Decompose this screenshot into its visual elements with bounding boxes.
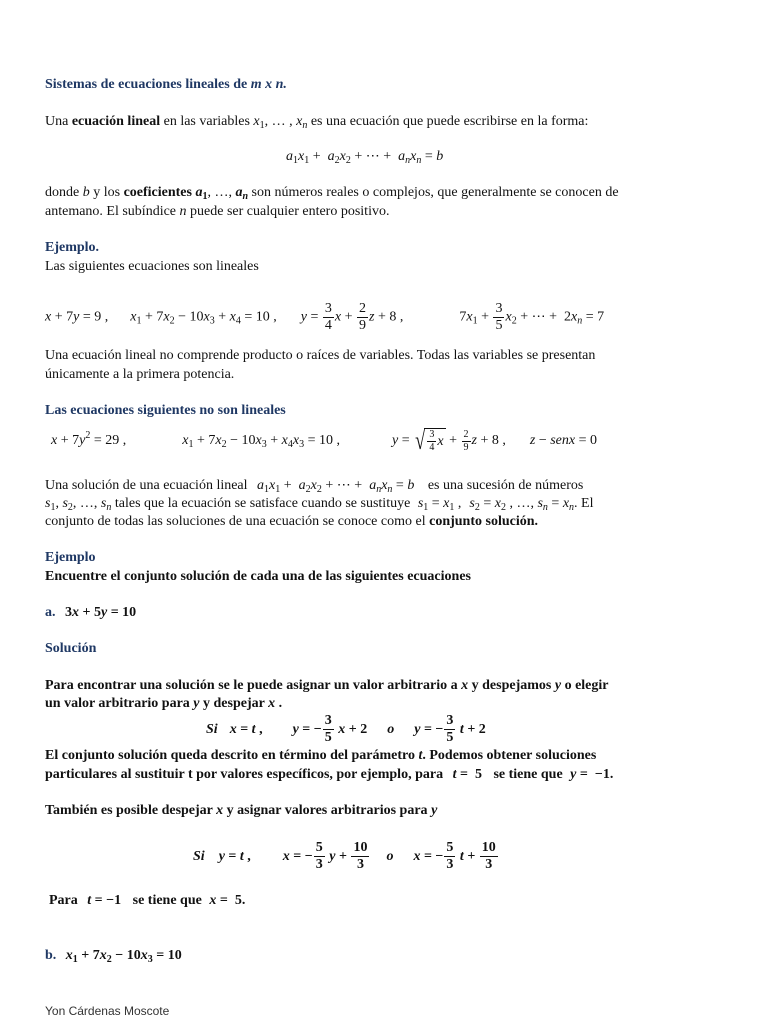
nonlinear-heading: Las ecuaciones siguientes no son lineales (45, 403, 286, 418)
o-label-2: o (386, 849, 394, 864)
solution-param-y: Si y = t , x = − $\frac{5}{3}$ y + $\frac{10}{3}$ o x = − $\frac{5}{3}$ t + $\frac{10}{3}$ (193, 840, 496, 873)
solution-text-b: es una sucesión de números (427, 478, 584, 493)
se-tiene-label: se tiene que (132, 893, 202, 908)
coef-text-f: puede ser cualquier entero positivo. (190, 204, 390, 219)
def-text-3: es una ecuación que puede escribirse en la forma: (310, 114, 589, 129)
coef-text-a: donde (45, 185, 80, 200)
param-desc-line-2: particulares al sustituir t por valores específicos, por ejemplo, para t = 5 se tiene que y = −1. (45, 767, 614, 782)
si-label-2: Si (193, 849, 205, 864)
coef-text-e: antemano. El subíndice (45, 204, 177, 219)
para-label: Para (49, 893, 78, 908)
particular-solution: Para t = −1 se tiene que x = 5. (49, 893, 246, 908)
example-heading-2: Ejemplo (45, 550, 96, 565)
method-text-b: y despejamos (471, 678, 552, 693)
method-text-c: o elegir (564, 678, 609, 693)
coef-line-2: antemano. El subíndice n puede ser cualquier entero positivo. (45, 204, 390, 219)
example-heading-1: Ejemplo. (45, 240, 100, 255)
item-a-label: a. (45, 605, 56, 620)
param-desc-line-1: El conjunto solución queda descrito en término del parámetro t. Podemos obtener soluciones (45, 748, 597, 763)
coef-text-b: y los (93, 185, 121, 200)
solution-def-line-1: Una solución de una ecuación lineal $a_1x_1 + a_2x_2$ + ⋯ + $a_nx_n = b$ es una sucesión de números (45, 478, 584, 495)
solution-text-a: Una solución de una ecuación lineal (45, 478, 248, 493)
coef-text-d: son números reales o complejos, que generalmente se conocen de (251, 185, 619, 200)
method-line-2: un valor arbitrario para y y despejar x . (45, 696, 283, 711)
solution-text-c: tales que la ecuación se satisface cuando se sustituye (114, 496, 411, 511)
si-label-1: Si (206, 722, 218, 737)
nonlinear-examples: $x + 7y^2 = 29$ , $x_1 + 7x_2 - 10x_3 + x_4x_3 = 10$ , y = √ $\frac{3}{4}$ x + $\frac{2}{9}$ z + 8 , z − senx = 0 (51, 426, 598, 455)
method-line-1: Para encontrar una solución se le puede asignar un valor arbitrario a x y despejamos y o elegir (45, 678, 609, 693)
solution-text-d: El (581, 496, 594, 511)
item-b-label: b. (45, 948, 57, 963)
coef-line-1: donde b y los coeficientes $a_1$, …, $a_n$ son números reales o complejos, que generalmente se conocen de (45, 185, 619, 202)
item-a: a. 3x + 5y = 10 (45, 605, 137, 620)
alternative-line: También es posible despejar x y asignar valores arbitrarios para y (45, 803, 438, 818)
solution-heading: Solución (45, 641, 97, 656)
solution-param-x: Si x = t , y = − $\frac{3}{5}$ x + 2 o y = − $\frac{3}{5}$ t + 2 (206, 713, 486, 746)
param-text-a: El conjunto solución queda descrito en término del parámetro (45, 748, 415, 763)
exercise-instruction: Encuentre el conjunto solución de cada una de las siguientes ecuaciones (45, 569, 471, 584)
def-term: ecuación lineal (71, 114, 161, 129)
param-text-d: se tiene que (493, 767, 563, 782)
solution-def-line-2: $s_1$, $s_2$, …, $s_n$ tales que la ecuación se satisface cuando se sustituye $s_1 = x_1$ , $s_2 = x_2$ , …, $s_n = x_n$. El (45, 496, 594, 513)
method-text-d: un valor arbitrario para (45, 696, 190, 711)
title-math: m x n. (250, 77, 287, 92)
method-text-e: y despejar (203, 696, 265, 711)
author-footer: Yon Cárdenas Moscote (45, 1004, 170, 1018)
coef-term: coeficientes (123, 185, 192, 200)
o-label-1: o (387, 722, 395, 737)
param-text-b: . Podemos obtener soluciones (422, 748, 597, 763)
linear-examples: x + 7y = 9 , $x_1 + 7x_2 - 10x_3 + x_4 = 10$ , y = $\frac{3}{4}$ x + $\frac{2}{9}$ z + 8 , $7x_1$ + $\frac{3}{5}$ $x_2$ + ⋯ + $2x_n = 7$ (45, 301, 605, 333)
param-text-c: particulares al sustituir t por valores específicos, por ejemplo, para (45, 767, 444, 782)
solution-text-e: conjunto de todas las soluciones de una ecuación se conoce como el (45, 514, 426, 529)
def-text-2: en las variables (163, 114, 250, 129)
linear-note-1: Una ecuación lineal no comprende producto o raíces de variables. Todas las variables se presentan (45, 348, 596, 363)
solution-term: conjunto solución. (429, 514, 539, 529)
item-b: b. $x_1 + 7x_2 - 10x_3 = 10$ (45, 948, 182, 965)
solution-def-line-3 (45, 513, 538, 531)
method-text-a: Para encontrar una solución se le puede asignar un valor arbitrario a (45, 678, 458, 693)
definition-line: Una ecuación lineal en las variables $x_1$, … , $x_n$ es una ecuación que puede escribirse en la forma: (45, 114, 589, 131)
section-title (45, 76, 287, 94)
title-text: Sistemas de ecuaciones lineales de (45, 77, 248, 92)
linear-note-2: únicamente a la primera potencia. (45, 367, 235, 382)
linear-intro: Las siguientes ecuaciones son lineales (45, 259, 259, 274)
general-form-equation: $a_1x_1 + a_2x_2$ + ⋯ + $a_nx_n = b$ (286, 149, 444, 166)
alt-text-b: y asignar valores arbitrarios para (226, 803, 428, 818)
def-text-1: Una (45, 114, 69, 129)
alt-text-a: También es posible despejar (45, 803, 213, 818)
